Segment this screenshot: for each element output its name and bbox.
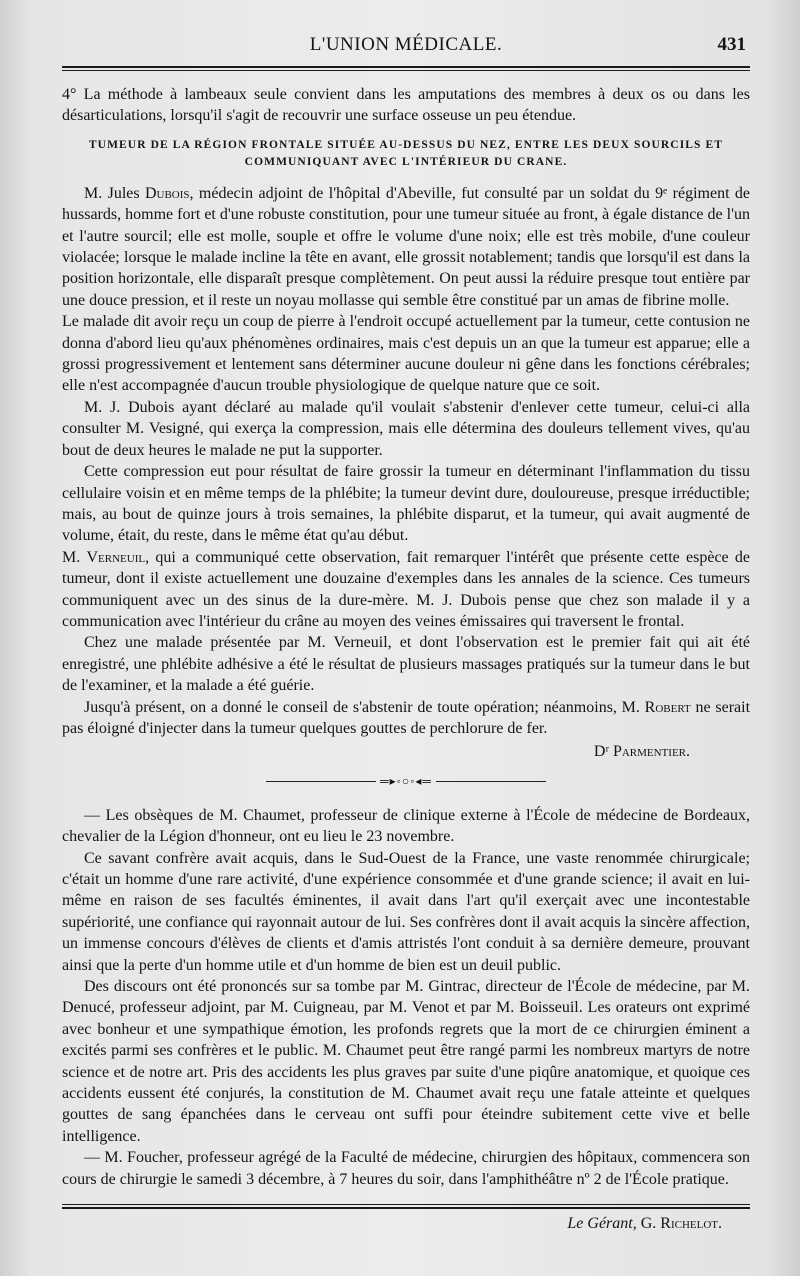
paragraph-course-announcement: — M. Foucher, professeur agrégé de la Faculté de médecine, chirurgien des hôpitaux, commencera son cours de chirurgie le samedi 3 décembre, à 7 heures du soir, dans l'amphithéâtre nº 2 de l'École pratique.: [62, 1149, 750, 1188]
page-number: 431: [717, 34, 746, 55]
gerant-signature: [62, 1213, 750, 1234]
paragraph-text: , médecin adjoint de l'hôpital d'Abeville, fut consulté par un soldat du 9ᵉ régiment de hussards, homme fort et d'une robuste constitution, pour une tumeur située au front, à égale distance de l'un et l'autre sourcil; elle est molle, souple et offre le volume d'une noix; elle est très mobile, d'une couleur violacée; lorsque le malade incline la tête en avant, elle grossit notablement; tandis que lorsqu'il est dans la position horizontale, elle disparaît presque complètement. On peut aussi la réduire presque tout entière par une douce pression, et il reste un noyau mollasse qui semble être constitué par un amas de fibrine molle.: [62, 184, 750, 309]
lead-text: M.: [62, 548, 87, 566]
ornament-line-right: [436, 781, 546, 782]
paragraph-conclusion-4: 4° La méthode à lambeaux seule convient dans les amputations des membres à deux os ou dans les désarticulations, lorsqu'il s'agit de recouvrir une surface osseuse un peu étendue.: [62, 86, 750, 125]
running-title: L'UNION MÉDICALE.: [309, 34, 503, 55]
ornament-divider: [62, 773, 750, 791]
paragraph-verneuil: [62, 547, 750, 633]
paragraph-advice: [62, 697, 750, 740]
ornament-line-left: [266, 781, 376, 782]
page-header: [62, 0, 750, 62]
paragraph-compression: M. J. Dubois ayant déclaré au malade qu'il voulait s'abstenir d'enlever cette tumeur, celui-ci alla consulter M. Vesigné, qui exerça la compression, mais elle détermina des douleurs tellement vives, qu'au bout de deux heures le malade ne put la supporter.: [62, 398, 750, 459]
signature: [62, 741, 750, 762]
paragraph-phlebite: Chez une malade présentée par M. Verneuil, et dont l'observation est le premier fait qui ait été enregistré, une phlébite adhésive a été le résultat de plusieurs massages pratiqués sur la tumeur dans le but de l'examiner, et la malade a été guérie.: [62, 634, 750, 695]
ornament-center: ═▸◦○◦◂═: [380, 774, 432, 789]
paragraph-result: Cette compression eut pour résultat de faire grossir la tumeur en déterminant l'inflammation du tissu cellulaire voisin et en même temps de la phlébite; la tumeur devint dure, douloureuse, presque irréductible; mais, au bout de quinze jours à trois semaines, la phlébite disparut, et la tumeur, qui avait augmenté de volume, était, du reste, dans le même état qu'au début.: [62, 463, 750, 545]
header-rule: [62, 66, 750, 71]
signature-prefix: Dʳ: [593, 743, 613, 761]
paragraph-case-report: [62, 183, 750, 311]
gerant-label: Le Gérant,: [567, 1215, 637, 1233]
paragraph-tribute: Ce savant confrère avait acquis, dans le Sud-Ouest de la France, une vaste renommée chirurgicale; c'était un homme d'une rare activité, d'une expérience consommée et d'une grande science; il avait en lui-même en raison de ses facultés éminentes, il avait dans l'art qu'il exerçait avec une incontestable supériorité, une confiance qui rayonnait autour de lui. Ses confrères dont il avait acquis la sincère affection, un immense concours d'élèves de clients et d'amis attristés l'ont conduit à sa dernière demeure, prouvant ainsi que la perte d'un homme utile et d'un homme de bien est un deuil public.: [62, 849, 750, 974]
author-name-dubois: Dubois: [144, 184, 190, 202]
section-heading: TUMEUR DE LA RÉGION FRONTALE SITUÉE AU-DESSUS DU NEZ, ENTRE LES DEUX SOURCILS ET COMMUNIQUANT AVEC L'INTÉRIEUR DU CRANE.: [88, 138, 724, 168]
lead-text: M. Jules: [84, 184, 145, 202]
paragraph-obituary: — Les obsèques de M. Chaumet, professeur de clinique externe à l'École de médecine de Bordeaux, chevalier de la Légion d'honneur, ont eu lieu le 23 novembre.: [62, 806, 750, 846]
paragraph-history: Le malade dit avoir reçu un coup de pierre à l'endroit occupé actuellement par la tumeur, cette contusion ne donna d'abord lieu qu'aux phénomènes ordinaires, mais c'est depuis un an que la tumeur est apparue; elle a grossi progressivement et lentement sans déterminer aucune douleur ni gêne dans les fonctions cérébrales; elle n'est accompagnée d'aucun trouble physiologique de quelque nature que ce soit.: [62, 313, 750, 395]
gerant-name: G. Richelot.: [636, 1215, 722, 1233]
paragraph-text: Jusqu'à présent, on a donné le conseil de s'abstenir de toute opération; néanmoins, M.: [84, 698, 645, 716]
author-name-verneuil: Verneuil: [86, 548, 146, 566]
paragraph-text: , qui a communiqué cette observation, fait remarquer l'intérêt que présente cette espèce de tumeur, dont il existe actuellement une douzaine d'exemples dans les annales de la science. Ces tumeurs communiquent avec un des sinus de la dure-mère. M. J. Dubois pense que chez son malade il y a communication avec l'intérieur du crâne au moyen des veines émissaires qui traversent le frontal.: [62, 548, 751, 630]
footer-rule: [62, 1204, 750, 1209]
paragraph-speeches: Des discours ont été prononcés sur sa tombe par M. Gintrac, directeur de l'École de médecine, par M. Denucé, professeur adjoint, par M. Cuigneau, par M. Venot et par M. Boisseuil. Les orateurs ont exprimé avec bonheur et une sympathique émotion, les profonds regrets que la mort de ce chirurgien éminent a excités parmi ses confrères et le public. M. Chaumet peut être rangé parmi les nombreux martyrs de notre science et de notre art. Pris des accidents les plus graves par suite d'une piqûre anatomique, et quoique ces accidents eussent été conjurés, la constitution de M. Chaumet avait reçu une fatale atteinte et quelques gouttes de sang épanchées dans le cerveau ont suffi pour éteindre subitement cette vive et belle intelligence.: [62, 978, 750, 1145]
article-body: [62, 84, 750, 1235]
paragraph-text: ne serait pas éloigné d'injecter dans la tumeur quelques gouttes de perchlorure de fer.: [62, 698, 751, 737]
signature-name: Parmentier.: [612, 743, 690, 761]
author-name-robert: Robert: [644, 698, 691, 716]
